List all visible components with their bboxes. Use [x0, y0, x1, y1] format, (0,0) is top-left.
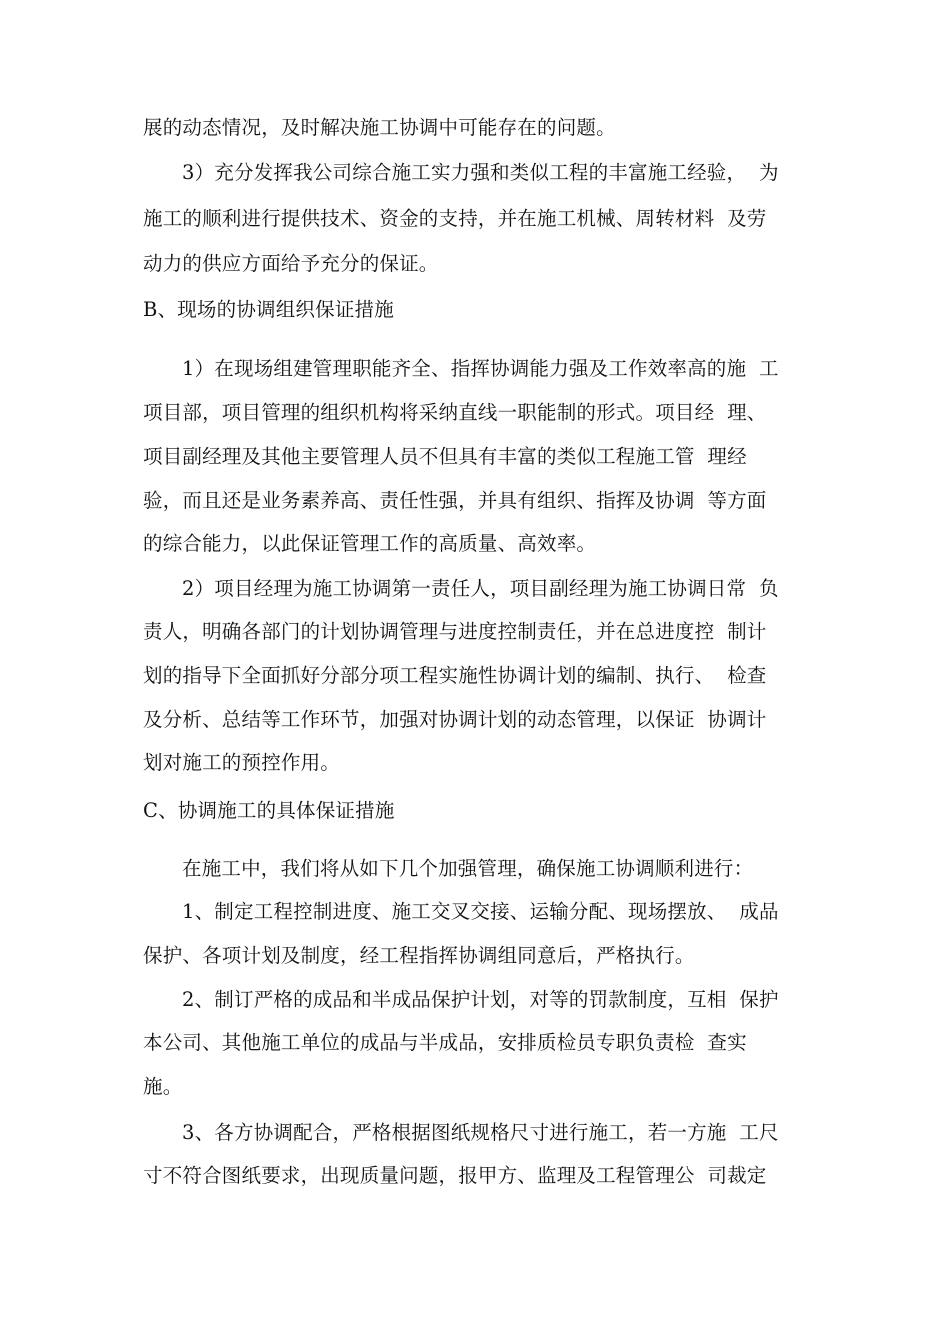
- paragraph-line: 的综合能力，以此保证管理工作的高质量、高效率。: [143, 532, 597, 555]
- paragraph-line: 在施工中，我们将从如下几个加强管理，确保施工协调顺利进行：: [182, 857, 754, 880]
- paragraph-line: 划的指导下全面抓好分部分项工程实施性协调计划的编制、执行、 检查: [143, 664, 767, 687]
- paragraph-line: 3）充分发挥我公司综合施工实力强和类似工程的丰富施工经验， 为: [182, 161, 779, 184]
- paragraph-line: 项目部，项目管理的组织机构将采纳直线一职能制的形式。项目经 理、: [143, 401, 767, 424]
- paragraph-line: 1、制定工程控制进度、施工交叉交接、运输分配、现场摆放、 成品: [182, 900, 779, 923]
- paragraph-line: 3、各方协调配合，严格根据图纸规格尺寸进行施工，若一方施 工尺: [182, 1121, 779, 1144]
- paragraph-line: 施工的顺利进行提供技术、资金的支持，并在施工机械、周转材料 及劳: [143, 207, 767, 230]
- paragraph-line: 2、制订严格的成品和半成品保护计划，对等的罚款制度，互相 保护: [182, 988, 779, 1011]
- paragraph-line: 2）项目经理为施工协调第一责任人，项目副经理为施工协调日常 负: [182, 577, 779, 600]
- paragraph-line: 及分析、总结等工作环节，加强对协调计划的动态管理，以保证 协调计: [143, 708, 767, 731]
- paragraph-line: 项目副经理及其他主要管理人员不但具有丰富的类似工程施工管 理经: [143, 445, 747, 468]
- paragraph-line: 保护、各项计划及制度，经工程指挥协调组同意后，严格执行。: [143, 944, 695, 967]
- paragraph-line: 施。: [143, 1075, 183, 1098]
- paragraph-line: 本公司、其他施工单位的成品与半成品，安排质检员专职负责检 查实: [143, 1031, 747, 1054]
- paragraph-line: 寸不符合图纸要求，出现质量问题，报甲方、监理及工程管理公 司裁定: [143, 1164, 767, 1187]
- paragraph-line: 1）在现场组建管理职能齐全、指挥协调能力强及工作效率高的施 工: [182, 357, 779, 380]
- paragraph-line: 责人，明确各部门的计划协调管理与进度控制责任，并在总进度控 制计: [143, 620, 767, 643]
- section-heading: B、现场的协调组织保证措施: [143, 298, 394, 321]
- paragraph-line: 验，而且还是业务素养高、责任性强，并具有组织、指挥及协调 等方面: [143, 489, 767, 512]
- paragraph-line: 动力的供应方面给予充分的保证。: [143, 252, 439, 275]
- paragraph-line: 划对施工的预控作用。: [143, 751, 341, 774]
- section-heading: C、协调施工的具体保证措施: [143, 799, 395, 822]
- paragraph-line: 展的动态情况，及时解决施工协调中可能存在的问题。: [143, 116, 616, 139]
